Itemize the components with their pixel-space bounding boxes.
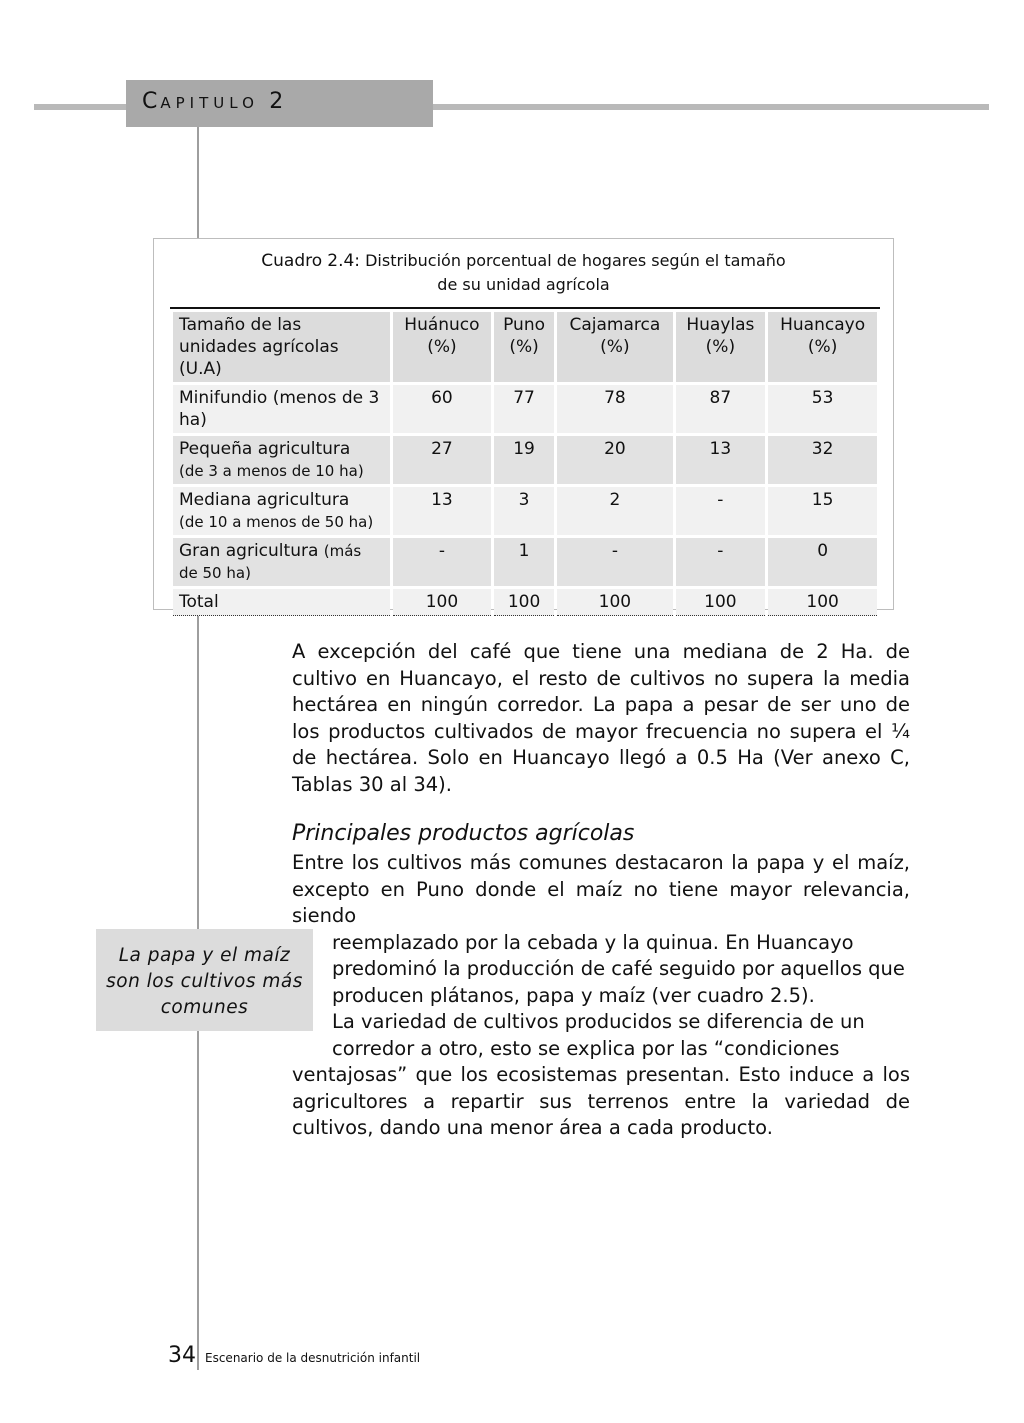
row-label-text: Gran agricultura <box>179 541 319 561</box>
table-cell: 13 <box>676 436 766 484</box>
data-table <box>170 307 880 619</box>
table-cell: - <box>676 487 766 535</box>
paragraph-2-line: Entre los cultivos más comunes destacaron la papa y el maíz, <box>292 851 910 874</box>
table-cell: 15 <box>768 487 877 535</box>
table-cell: 100 <box>494 589 554 616</box>
table-cell: 100 <box>557 589 672 616</box>
table-cell: 77 <box>494 385 554 433</box>
column-unit: (%) <box>807 337 838 357</box>
paragraph-1: A excepción del café que tiene una mediana de 2 Ha. de cultivo en Huancayo, el resto de cultivos no supera la media hectárea en ningún corredor. La papa a pesar de ser uno de los productos cultivados de mayor frecuencia no supera el ¼ de hectárea. Solo en Huancayo llegó a 0.5 Ha (Ver anexo C, Tablas 30 al 34). <box>292 640 910 796</box>
caption-lead: Cuadro <box>261 251 323 271</box>
table-row <box>173 487 877 535</box>
paragraph-3 <box>292 1009 910 1142</box>
column-name: Huánuco <box>404 315 480 335</box>
footer-title: Escenario de la desnutrición infantil <box>205 1351 421 1365</box>
table-cell: 100 <box>676 589 766 616</box>
row-label-text: Mediana agricultura <box>179 490 350 510</box>
row-label <box>173 487 390 535</box>
table-cell: 53 <box>768 385 877 433</box>
pullquote-line: son los cultivos más <box>106 971 303 992</box>
row-label-text: Total <box>179 592 219 612</box>
column-unit: (%) <box>600 337 630 357</box>
table-cell: - <box>676 538 766 586</box>
table-cell: 78 <box>557 385 672 433</box>
caption-number: 2.4: <box>327 251 361 271</box>
chapter-word: APITULO <box>160 94 259 112</box>
column-name: Cajamarca <box>569 315 661 335</box>
column-unit: (%) <box>427 337 457 357</box>
table-cell: - <box>557 538 672 586</box>
column-name: Huaylas <box>686 315 755 335</box>
row-label-sub: (de 10 a menos de 50 ha) <box>179 513 374 531</box>
table-cell: 20 <box>557 436 672 484</box>
caption-line2: de su unidad agrícola <box>437 275 610 294</box>
row-label <box>173 538 390 586</box>
table-cell: 13 <box>393 487 491 535</box>
header-cell <box>557 312 672 382</box>
column-unit: (%) <box>705 337 736 357</box>
paragraph-2-line: producen plátanos, papa y maíz (ver cuadro 2.5). <box>332 983 815 1007</box>
table-box <box>153 238 894 610</box>
table-cell: 32 <box>768 436 877 484</box>
table-row <box>173 538 877 586</box>
paragraph-3-rest: ventajosas” que los ecosistemas presentan. Esto induce a los agricultores a repartir sus terrenos entre la variedad de cultivos, dando una menor área a cada producto. <box>292 1063 910 1139</box>
column-unit: (%) <box>509 337 539 357</box>
paragraph-2-line: predominó la producción de café seguido por aquellos que <box>332 957 905 980</box>
pullquote-line: comunes <box>160 997 249 1018</box>
section-heading: Principales productos agrícolas <box>292 821 635 846</box>
table-cell: - <box>393 538 491 586</box>
row-label <box>173 385 390 433</box>
row-label <box>173 589 390 616</box>
caption-line1: Distribución porcentual de hogares según el tamaño <box>365 251 786 270</box>
sidebar-pullquote <box>96 929 313 1031</box>
header-cell-size: Tamaño de las unidades agrícolas (U.A) <box>173 312 390 382</box>
table-cell: 3 <box>494 487 554 535</box>
table-cell: 100 <box>768 589 877 616</box>
header-cell <box>494 312 554 382</box>
row-label-sub: (de 3 a menos de 10 ha) <box>179 462 364 480</box>
header-cell <box>393 312 491 382</box>
chapter-initial: C <box>142 89 161 114</box>
table-row <box>173 385 877 433</box>
column-name: Huancayo <box>780 315 866 335</box>
chapter-number: 2 <box>269 89 287 114</box>
column-name: Puno <box>503 315 545 335</box>
table-cell: 87 <box>676 385 766 433</box>
header-cell <box>676 312 766 382</box>
pullquote-line: La papa y el maíz <box>118 945 291 966</box>
row-label-text: Minifundio (menos de 3 ha) <box>179 388 380 430</box>
paragraph-3-line: corredor a otro, esto se explica por las “condiciones <box>332 1036 840 1060</box>
table-cell: 19 <box>494 436 554 484</box>
paragraph-2-line: excepto en Puno donde el maíz no tiene mayor relevancia, siendo <box>292 877 910 927</box>
row-label-text: Pequeña agricultura <box>179 439 351 459</box>
paragraph-2-line: reemplazado por la cebada y la quinua. En Huancayo <box>332 930 854 954</box>
table-cell: 100 <box>393 589 491 616</box>
table-cell: 60 <box>393 385 491 433</box>
table-cell: 2 <box>557 487 672 535</box>
table-cell: 27 <box>393 436 491 484</box>
paragraph-3-line: La variedad de cultivos producidos se diferencia de un <box>332 1010 865 1033</box>
chapter-tab <box>126 80 433 127</box>
row-label <box>173 436 390 484</box>
table-row <box>173 436 877 484</box>
row-label-sub: (más de 50 ha) <box>179 542 362 582</box>
paragraph-2 <box>292 850 910 1009</box>
header-cell <box>768 312 877 382</box>
table-cell: 1 <box>494 538 554 586</box>
table-caption <box>154 249 893 297</box>
table-cell: 0 <box>768 538 877 586</box>
page-number: 34 <box>168 1343 196 1368</box>
table-total-row <box>173 589 877 616</box>
table-header-row <box>173 312 877 382</box>
